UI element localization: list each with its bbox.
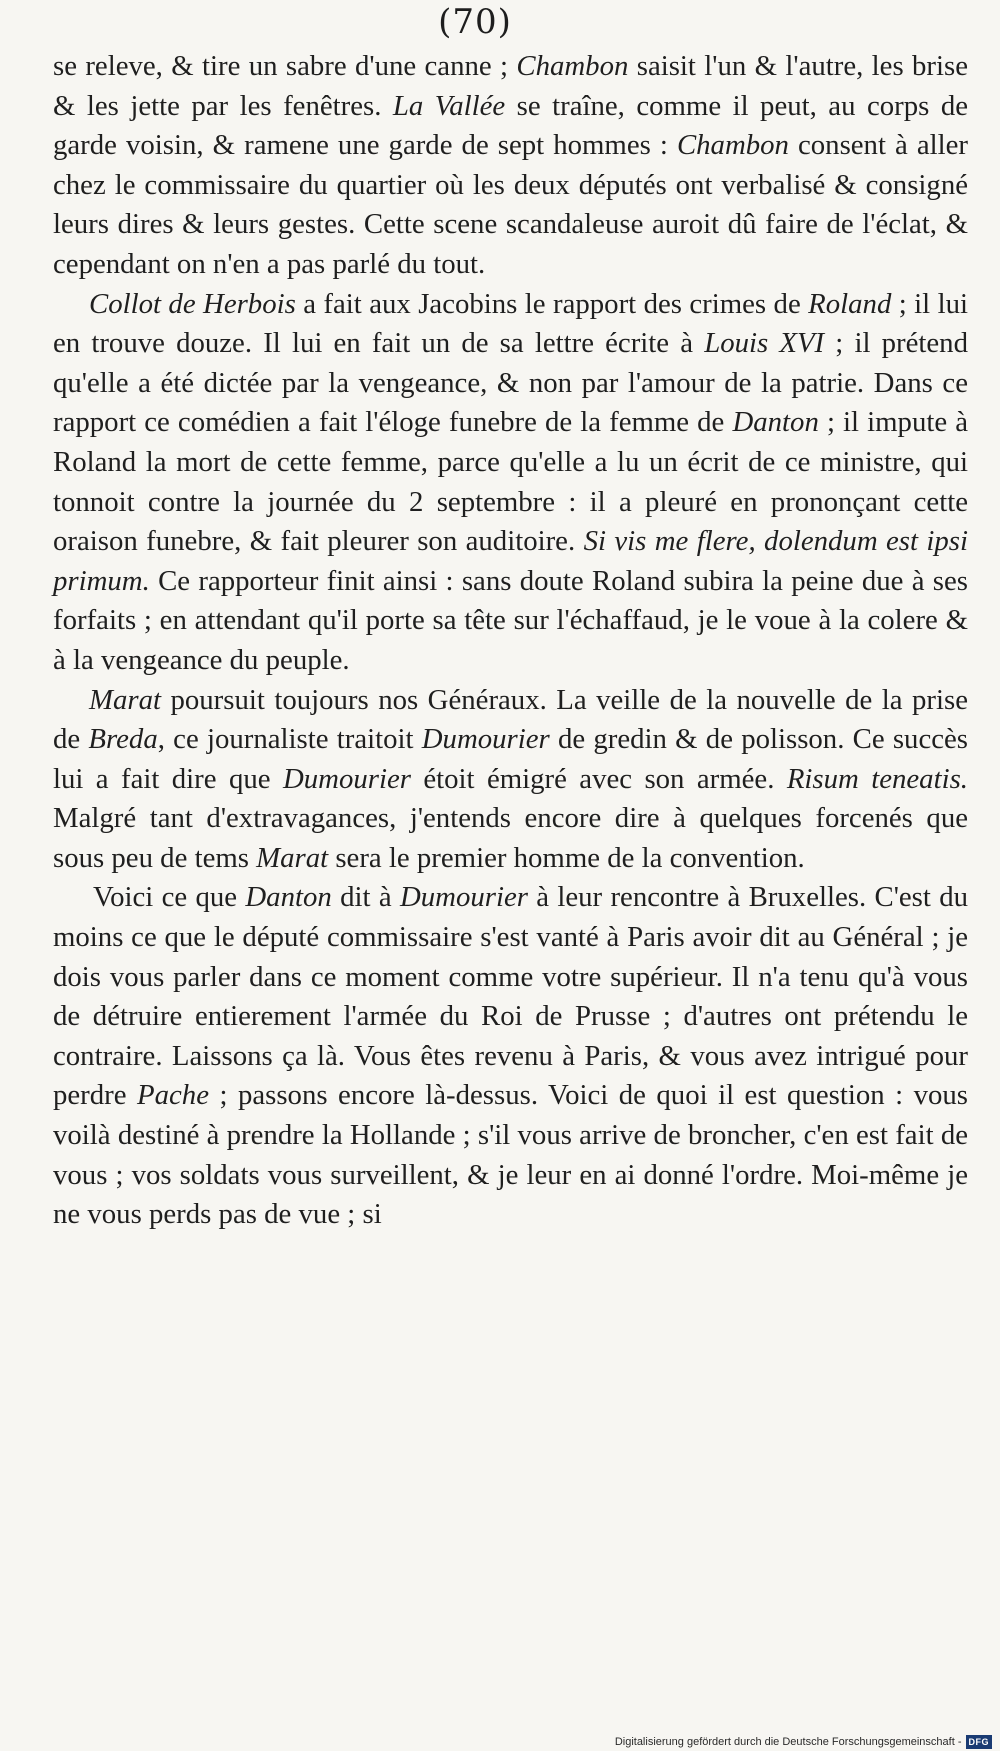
digitization-footer [615,1734,992,1750]
italic-text-run: Chambon [676,129,789,162]
text-run: dit à [331,881,400,914]
text-run: ; il lui en trouve douze. Il lui en fait un de sa lettre écrite à [53,287,968,360]
text-run: ; il impute à Roland la mort de cette femme, parce qu'elle a lu un écrit de ce ministre, qui tonnoit contre la journée du 2 septembre : il a pleuré en prononçant cette oraison funebre, & fait pleurer son auditoire. [53,406,969,558]
paragraph-1 [53,47,968,285]
italic-text-run: Collot de Herbois [89,287,296,320]
italic-text-run: Danton [245,881,332,914]
italic-text-run: Pache [137,1079,209,1112]
footer-credit: Digitalisierung gefördert durch die Deutsche Forschungsgemeinschaft - [614,1736,962,1748]
dfg-logo: DFG [966,1735,993,1749]
text-run: Voici ce que [93,881,246,914]
italic-text-run: La Vallée [392,89,506,122]
paragraph-2 [53,285,968,681]
paragraph-4 [53,878,968,1234]
italic-text-run: Marat [89,683,161,716]
italic-text-run: Si vis me flere, dolendum est ipsi primum. [53,525,969,597]
italic-text-run: Roland [808,287,892,320]
page-number: (70) [438,2,512,42]
text-run: sera le premier homme de la convention. [328,841,805,874]
text-run: poursuit toujours nos Généraux. La veille de la nouvelle de la prise de [53,683,968,756]
text-run: étoit émigré avec son armée. [410,762,787,795]
italic-text-run: Breda [88,723,158,756]
text-run: a fait aux Jacobins le rapport des crimes de [295,287,809,320]
text-run: ; il prétend qu'elle a été dictée par la vengeance, & non par l'amour de la patrie. Dans ce rapport ce comédien a fait l'éloge funebre de la femme de [53,327,968,439]
italic-text-run: Risum teneatis. [786,762,968,795]
paragraph-3 [53,681,968,879]
italic-text-run: Dumourier [399,881,528,914]
italic-text-run: Dumourier [282,762,411,795]
text-run: saisit l'un & l'autre, les brise & les jette par les fenêtres. [53,50,969,122]
text-run: Malgré tant d'extravagances, j'entends encore dire à quelques forcenés que sous peu de tems [53,802,968,874]
italic-text-run: Chambon [516,50,629,82]
text-run: de gredin & de polisson. Ce succès lui a fait dire que [53,723,969,795]
text-run: Ce rapporteur finit ainsi : sans doute Roland subira la peine due à ses forfaits ; en attendant qu'il porte sa tête sur l'échaffaud, je le voue à la colere & à la vengeance du peuple. [53,564,968,676]
text-run: se traîne, comme il peut, au corps de garde voisin, & ramene une garde de sept hommes : [53,89,968,162]
italic-text-run: Dumourier [421,723,550,756]
italic-text-run: Louis XVI [704,327,825,360]
text-run: se releve, & tire un sabre d'une canne ; [53,50,517,82]
text-run: ; passons encore là-dessus. Voici de quoi il est question : vous voilà destiné à prendre la Hollande ; s'il vous arrive de broncher, c'en est fait de vous ; vos soldats vous surveillent, & je leur en ai donné l'ordre. Moi-même je ne vous perds pas de vue ; si [53,1079,968,1231]
text-run: consent à aller chez le commissaire du quartier où les deux députés ont verbalisé & consigné leurs dires & leurs gestes. Cette scene scandaleuse auroit dû faire de l'éclat, & cependant on n'en a pas parlé du tout. [53,129,969,280]
text-run: à leur rencontre à Bruxelles. C'est du moins ce que le député commissaire s'est vanté à Paris avoir dit au Général ; je dois vous parler dans ce moment comme votre supérieur. Il n'a tenu qu'à vous de détruire entierement l'armée du Roi de Prusse ; d'autres ont prétendu le contraire. Laissons ça là. Vous êtes revenu à Paris, & vous avez intrigué pour perdre [53,881,968,1112]
text-run: , ce journaliste traitoit [157,723,422,756]
body-text [53,47,968,1235]
italic-text-run: Marat [256,841,329,874]
italic-text-run: Danton [732,406,819,439]
